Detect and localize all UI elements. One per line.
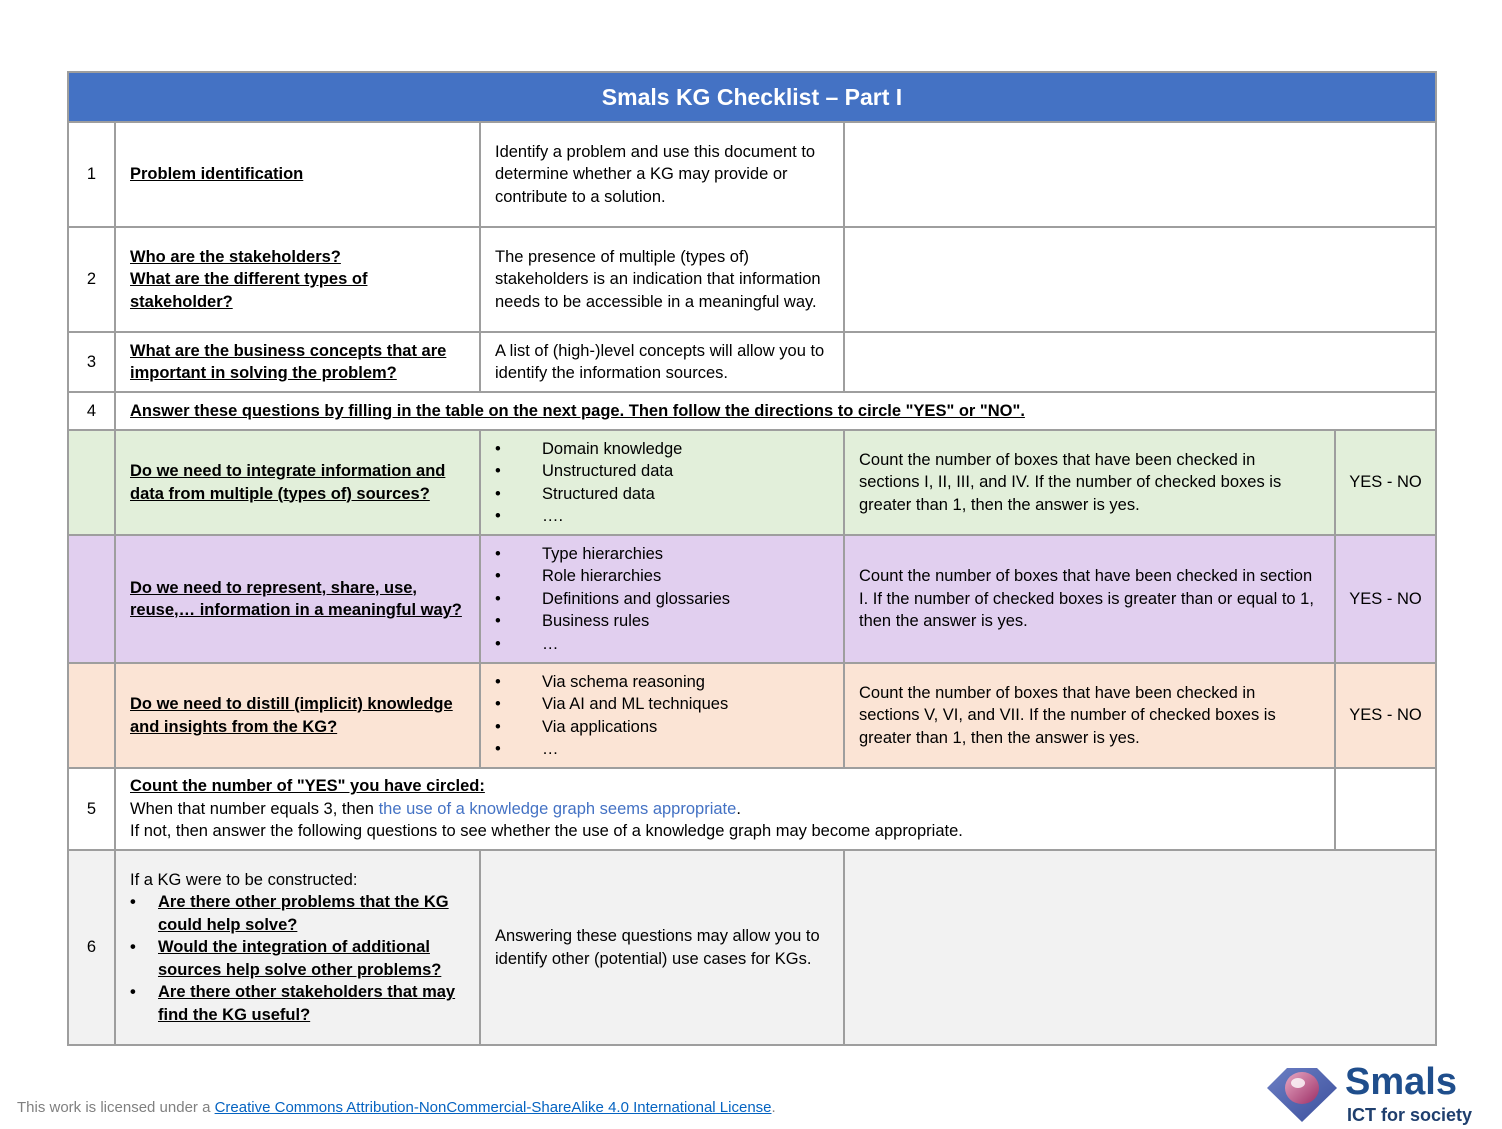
checklist-row-4a [68, 430, 1436, 535]
list-item: • Domain knowledge [495, 438, 829, 461]
row-number: 2 [68, 227, 115, 332]
row-number: 5 [68, 768, 115, 850]
row-question: What are the business concepts that are important in solving the problem? [115, 332, 480, 392]
list-item: • Unstructured data [495, 460, 829, 483]
row-question [115, 850, 480, 1045]
logo-tagline: ICT for society [1347, 1105, 1473, 1125]
row-rule: Count the number of boxes that have been checked in sections V, VI, and VII. If the number of checked boxes is greater than 1, then the answer is yes. [844, 663, 1335, 768]
row-answer-area[interactable] [844, 850, 1436, 1045]
list-item: • Type hierarchies [495, 543, 829, 566]
row-description: Identify a problem and use this document to determine whether a KG may provide or contribute to a solution. [480, 122, 844, 227]
list-item: • … [495, 633, 829, 656]
row-question [115, 227, 480, 332]
checklist-row-1 [68, 122, 1436, 227]
row-description: A list of (high-)level concepts will allow you to identify the information sources. [480, 332, 844, 392]
yes-no-choice[interactable]: YES - NO [1335, 663, 1436, 768]
row-number: 6 [68, 850, 115, 1045]
row-number [68, 535, 115, 663]
row-instruction: Answer these questions by filling in the table on the next page. Then follow the directions to circle "YES" or "NO". [115, 392, 1436, 430]
checklist-row-4b [68, 535, 1436, 663]
bullet-list [130, 891, 465, 1026]
bullet-list [495, 671, 829, 761]
list-item: • … [495, 738, 829, 761]
license-footer: This work is licensed under a Creative Commons Attribution-NonCommercial-ShareAlike 4.0 International License. [17, 1099, 776, 1116]
row-question: Do we need to represent, share, use, reuse,… information in a meaningful way? [115, 535, 480, 663]
checklist-row-4 [68, 392, 1436, 430]
row-intro: If a KG were to be constructed: [130, 870, 358, 889]
row-question: Problem identification [115, 122, 480, 227]
row-answer-area[interactable] [844, 332, 1436, 392]
row-description: The presence of multiple (types of) stakeholders is an indication that information needs to be accessible in a meaningful way. [480, 227, 844, 332]
checklist-row-6 [68, 850, 1436, 1045]
yes-no-choice[interactable]: YES - NO [1335, 430, 1436, 535]
row-summary: Count the number of "YES" you have circled: When that number equals 3, then the use of a knowledge graph seems appropriate. If not, then answer the following questions to see whether the use of a knowledge graph may become appropriate. [115, 768, 1335, 850]
row-description: Answering these questions may allow you to identify other (potential) use cases for KGs. [480, 850, 844, 1045]
row-number: 4 [68, 392, 115, 430]
row-items [480, 663, 844, 768]
row-answer-area[interactable] [844, 122, 1436, 227]
checklist-table [67, 71, 1437, 1046]
list-item: • Via applications [495, 716, 829, 739]
list-item: • Would the integration of additional sources help solve other problems? [130, 936, 465, 981]
list-item: • Via schema reasoning [495, 671, 829, 694]
logo-wordmark: Smals [1345, 1061, 1457, 1103]
row-question: Do we need to distill (implicit) knowledge and insights from the KG? [115, 663, 480, 768]
checklist-row-3 [68, 332, 1436, 392]
row-question: Do we need to integrate information and data from multiple (types of) sources? [115, 430, 480, 535]
row-number: 3 [68, 332, 115, 392]
list-item: • Are there other problems that the KG could help solve? [130, 891, 465, 936]
row-number [68, 663, 115, 768]
question-line: What are the different types of stakeholder? [130, 270, 368, 311]
page-title: Smals KG Checklist – Part I [68, 72, 1436, 122]
checklist-row-5 [68, 768, 1436, 850]
list-item: • Structured data [495, 483, 829, 506]
row-items [480, 430, 844, 535]
list-item: • Are there other stakeholders that may find the KG useful? [130, 981, 465, 1026]
list-item: • …. [495, 505, 829, 528]
list-item: • Via AI and ML techniques [495, 693, 829, 716]
checklist-row-4c [68, 663, 1436, 768]
row-number: 1 [68, 122, 115, 227]
list-item: • Business rules [495, 610, 829, 633]
license-link[interactable]: Creative Commons Attribution-NonCommercial-ShareAlike 4.0 International License [214, 1099, 772, 1116]
question-line: Who are the stakeholders? [130, 247, 341, 266]
bullet-list [495, 438, 829, 528]
yes-no-choice[interactable]: YES - NO [1335, 535, 1436, 663]
yes-count-cell[interactable] [1335, 768, 1436, 850]
list-item: • Role hierarchies [495, 565, 829, 588]
row-items [480, 535, 844, 663]
checklist-row-2 [68, 227, 1436, 332]
bullet-list [495, 543, 829, 656]
row-number [68, 430, 115, 535]
appropriate-highlight: the use of a knowledge graph seems appropriate [378, 799, 737, 818]
summary-heading: Count the number of "YES" you have circled: [130, 777, 485, 796]
row-rule: Count the number of boxes that have been checked in sections I, II, III, and IV. If the number of checked boxes is greater than 1, then the answer is yes. [844, 430, 1335, 535]
row-rule: Count the number of boxes that have been checked in section I. If the number of checked boxes is greater than or equal to 1, then the answer is yes. [844, 535, 1335, 663]
list-item: • Definitions and glossaries [495, 588, 829, 611]
row-answer-area[interactable] [844, 227, 1436, 332]
